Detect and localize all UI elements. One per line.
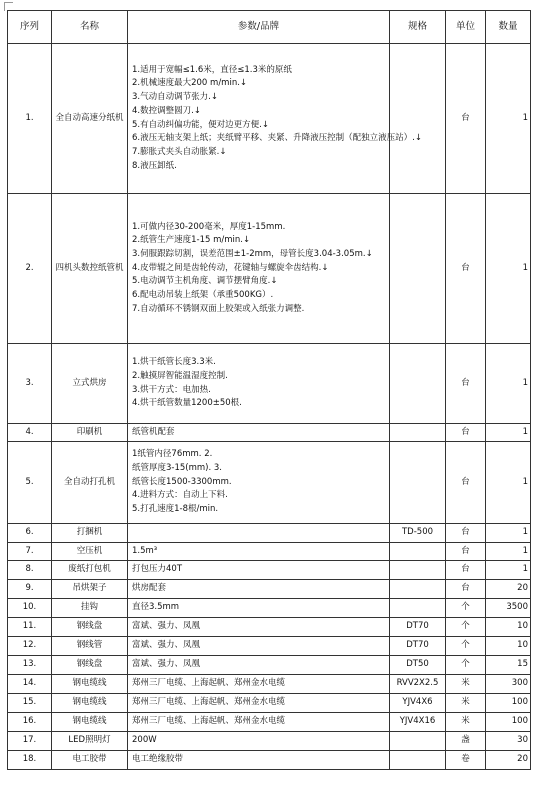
- param-line: 富斌、强力、凤凰: [132, 640, 201, 651]
- header-params: 参数/品牌: [128, 11, 390, 44]
- table-row: [8, 732, 531, 751]
- cell-params: [128, 732, 390, 751]
- param-line: 5.有自动纠偏功能，便对边更方便.↓: [132, 119, 269, 130]
- cell-name: 印刷机: [52, 424, 128, 442]
- param-line: 1.烘干纸管长度3.3米.: [132, 357, 216, 368]
- cell-params: [128, 675, 390, 694]
- cell-seq: 14.: [8, 675, 52, 694]
- cell-params: [128, 344, 390, 424]
- cell-seq: 8.: [8, 561, 52, 580]
- table-row: [8, 694, 531, 713]
- cell-qty: 1: [486, 561, 531, 580]
- param-line: 纸管机配套: [132, 426, 175, 437]
- table-row: [8, 561, 531, 580]
- cell-seq: 4.: [8, 424, 52, 442]
- cell-seq: 3.: [8, 344, 52, 424]
- cell-params: [128, 543, 390, 561]
- cell-params: [128, 751, 390, 770]
- cell-spec: YJV4X16: [390, 713, 446, 732]
- cell-name: 钢线管: [52, 637, 128, 656]
- param-line: 5.电动调节主机角度、调节摆臂角度.↓: [132, 276, 278, 287]
- param-line: 3.气动自动调节张力.↓: [132, 92, 218, 103]
- cell-unit: 台: [446, 442, 486, 524]
- cell-name: 空压机: [52, 543, 128, 561]
- table-row: [8, 580, 531, 599]
- cell-unit: 个: [446, 637, 486, 656]
- cell-params: [128, 561, 390, 580]
- param-line: 2.触摸屏智能温湿度控制.: [132, 370, 228, 381]
- cell-unit: 米: [446, 694, 486, 713]
- cell-name: 钢电缆线: [52, 713, 128, 732]
- cell-name: 钢线盘: [52, 656, 128, 675]
- param-line: 纸管长度1500-3300mm.: [132, 476, 232, 487]
- cell-spec: [390, 194, 446, 344]
- table-row: [8, 675, 531, 694]
- cell-spec: DT70: [390, 618, 446, 637]
- cell-qty: 10: [486, 637, 531, 656]
- cell-seq: 15.: [8, 694, 52, 713]
- table-row: [8, 194, 531, 344]
- cell-params: [128, 524, 390, 543]
- table-row: [8, 344, 531, 424]
- cell-qty: 3500: [486, 599, 531, 618]
- cell-spec: [390, 751, 446, 770]
- param-line: 5.打孔速度1-8根/min.: [132, 504, 219, 515]
- param-line: 3.伺服跟踪切割，误差范围±1-2mm，母管长度3.04-3.05m.↓: [132, 248, 373, 259]
- param-line: 郑州三厂电缆、上海起帆、郑州金水电缆: [132, 678, 286, 689]
- cell-qty: 10: [486, 618, 531, 637]
- equipment-table: [7, 10, 531, 770]
- cell-seq: 16.: [8, 713, 52, 732]
- param-line: 8.液压卸纸.: [132, 160, 177, 171]
- cell-spec: [390, 442, 446, 524]
- table-row: [8, 524, 531, 543]
- cell-params: [128, 656, 390, 675]
- cell-qty: 20: [486, 751, 531, 770]
- cell-name: 全自动高速分纸机: [52, 44, 128, 194]
- param-line: 2.机械速度最大200 m/min.↓: [132, 78, 248, 89]
- param-line: 1.适用于宽幅≤1.6米，直径≤1.3米的原纸: [132, 64, 292, 75]
- cell-unit: 卷: [446, 751, 486, 770]
- cell-params: [128, 713, 390, 732]
- table-row: [8, 442, 531, 524]
- cell-qty: 1: [486, 194, 531, 344]
- cell-seq: 18.: [8, 751, 52, 770]
- cell-unit: 台: [446, 524, 486, 543]
- header-seq: 序列: [8, 11, 52, 44]
- cell-unit: 盏: [446, 732, 486, 751]
- cell-name: 废纸打包机: [52, 561, 128, 580]
- param-line: 烘房配套: [132, 583, 167, 594]
- cell-spec: [390, 543, 446, 561]
- param-line: 1.5m³: [132, 545, 158, 556]
- cell-unit: 个: [446, 618, 486, 637]
- param-line: 郑州三厂电缆、上海起帆、郑州金水电缆: [132, 697, 286, 708]
- cell-unit: 台: [446, 194, 486, 344]
- param-line: 7.膨胀式夹头自动胀紧.↓: [132, 146, 227, 157]
- cell-params: [128, 637, 390, 656]
- cell-unit: 台: [446, 580, 486, 599]
- cell-qty: 1: [486, 44, 531, 194]
- cell-params: [128, 44, 422, 194]
- cell-name: 钢电缆线: [52, 694, 128, 713]
- cell-unit: 台: [446, 561, 486, 580]
- cell-spec: TD-500: [390, 524, 446, 543]
- cell-qty: 1: [486, 442, 531, 524]
- cell-unit: 台: [446, 344, 486, 424]
- param-line: 6.配电动吊装上纸架（承重500KG）.: [132, 290, 274, 301]
- cell-qty: 20: [486, 580, 531, 599]
- table-row: [8, 44, 531, 194]
- table-row: [8, 637, 531, 656]
- cell-name: 吊烘架子: [52, 580, 128, 599]
- param-line: 电工绝缘胶带: [132, 754, 184, 765]
- cell-params: [128, 580, 390, 599]
- cell-seq: 5.: [8, 442, 52, 524]
- cell-params: [128, 694, 390, 713]
- cell-name: LED照明灯: [52, 732, 128, 751]
- cell-params: [128, 424, 390, 442]
- cell-spec: [390, 599, 446, 618]
- cell-seq: 7.: [8, 543, 52, 561]
- cell-seq: 11.: [8, 618, 52, 637]
- header-row: [8, 11, 531, 44]
- cell-qty: 15: [486, 656, 531, 675]
- cell-qty: 300: [486, 675, 531, 694]
- table-row: [8, 618, 531, 637]
- cell-qty: 100: [486, 694, 531, 713]
- cell-qty: 30: [486, 732, 531, 751]
- header-unit: 单位: [446, 11, 486, 44]
- cell-spec: [390, 424, 446, 442]
- cell-seq: 13.: [8, 656, 52, 675]
- cell-qty: 1: [486, 344, 531, 424]
- cell-unit: 个: [446, 599, 486, 618]
- cell-seq: 6.: [8, 524, 52, 543]
- cell-params: [128, 599, 390, 618]
- cell-unit: 米: [446, 675, 486, 694]
- cell-unit: 台: [446, 44, 486, 194]
- cell-name: 钢线盘: [52, 618, 128, 637]
- param-line: 纸管厚度3-15(mm). 3.: [132, 462, 222, 473]
- param-line: 4.数控调整圆刀.↓: [132, 105, 201, 116]
- cell-qty: 1: [486, 524, 531, 543]
- header-qty: 数量: [486, 11, 531, 44]
- param-line: 6.液压无轴支架上纸；夹纸臂平移、夹紧、升降液压控制（配独立液压站）.↓: [132, 133, 422, 144]
- cell-spec: [390, 44, 446, 194]
- param-line: 4.皮带辊之间是齿轮传动，花键轴与螺旋伞齿结构.↓: [132, 262, 329, 273]
- cell-unit: 米: [446, 713, 486, 732]
- param-line: 富斌、强力、凤凰: [132, 621, 201, 632]
- param-line: 1纸管内径76mm. 2.: [132, 449, 213, 460]
- param-line: 4.进料方式：自动上下料.: [132, 490, 228, 501]
- cell-qty: 1: [486, 543, 531, 561]
- cell-spec: RVV2X2.5: [390, 675, 446, 694]
- cell-unit: 台: [446, 424, 486, 442]
- cell-qty: 1: [486, 424, 531, 442]
- cell-spec: [390, 561, 446, 580]
- cell-seq: 17.: [8, 732, 52, 751]
- cell-name: 电工胶带: [52, 751, 128, 770]
- cell-spec: DT50: [390, 656, 446, 675]
- cell-unit: 台: [446, 543, 486, 561]
- param-line: 200W: [132, 735, 157, 746]
- table-row: [8, 599, 531, 618]
- cell-spec: [390, 732, 446, 751]
- cell-name: 立式烘房: [52, 344, 128, 424]
- table-row: [8, 543, 531, 561]
- cell-spec: DT70: [390, 637, 446, 656]
- param-line: 郑州三厂电缆、上海起帆、郑州金水电缆: [132, 716, 286, 727]
- cell-params: [128, 618, 390, 637]
- cell-seq: 2.: [8, 194, 52, 344]
- cell-name: 钢电缆线: [52, 675, 128, 694]
- cell-name: 四机头数控纸管机: [52, 194, 128, 344]
- param-line: 3.烘干方式：电加热.: [132, 384, 211, 395]
- param-line: 打包压力40T: [132, 564, 183, 575]
- param-line: 直径3.5mm: [132, 602, 180, 613]
- cell-name: 打捆机: [52, 524, 128, 543]
- param-line: 1.可做内径30-200毫米，厚度1-15mm.: [132, 221, 286, 232]
- cell-name: 全自动打孔机: [52, 442, 128, 524]
- cell-name: 挂钩: [52, 599, 128, 618]
- param-line: 2.纸管生产速度1-15 m/min.↓: [132, 235, 251, 246]
- table-row: [8, 751, 531, 770]
- cell-spec: [390, 580, 446, 599]
- header-spec: 规格: [390, 11, 446, 44]
- table-row: [8, 656, 531, 675]
- param-line: 富斌、强力、凤凰: [132, 659, 201, 670]
- table-row: [8, 424, 531, 442]
- cell-spec: [390, 344, 446, 424]
- cell-unit: 个: [446, 656, 486, 675]
- cell-seq: 12.: [8, 637, 52, 656]
- table-row: [8, 713, 531, 732]
- cell-params: [128, 194, 390, 344]
- header-name: 名称: [52, 11, 128, 44]
- cell-seq: 1.: [8, 44, 52, 194]
- cell-qty: 100: [486, 713, 531, 732]
- cell-spec: YJV4X6: [390, 694, 446, 713]
- param-line: 7.自动循环不锈钢双面上胶架或入纸张力调整.: [132, 303, 305, 314]
- cell-seq: 10.: [8, 599, 52, 618]
- table-body: [8, 44, 531, 770]
- cell-seq: 9.: [8, 580, 52, 599]
- cell-params: [128, 442, 390, 524]
- param-line: 4.烘干纸管数量1200±50根.: [132, 398, 242, 409]
